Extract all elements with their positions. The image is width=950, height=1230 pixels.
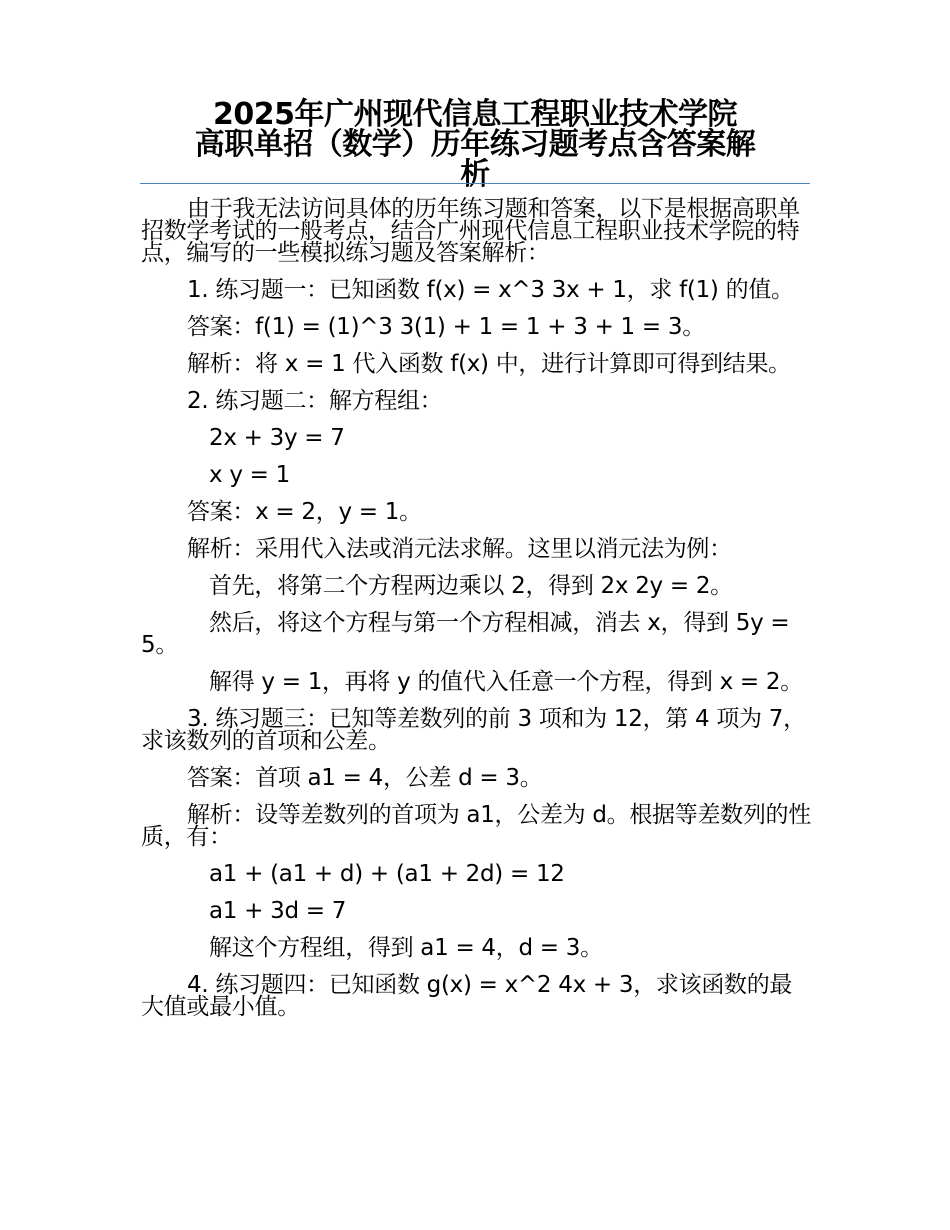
title-divider — [140, 183, 810, 184]
explanation-2: 解析：采用代入法或消元法求解。这里以消元法为例： — [187, 536, 732, 562]
question-2: 2. 练习题二：解方程组： — [187, 388, 443, 414]
explanation-step: 然后，将这个方程与第一个方程相减，消去 x，得到 5y = 5。 — [141, 610, 790, 658]
title-line-1: 2025年广州现代信息工程职业技术学院 — [213, 97, 737, 132]
title-line-3: 析 — [460, 157, 490, 192]
explanation-step: 首先，将第二个方程两边乘以 2，得到 2x 2y = 2。 — [209, 573, 733, 599]
document-body — [141, 198, 813, 1033]
equation-line: 2x + 3y = 7 — [209, 425, 345, 451]
explanation-1: 解析：将 x = 1 代入函数 f(x) 中，进行计算即可得到结果。 — [187, 351, 791, 377]
explanation-3: 解析：设等差数列的首项为 a1，公差为 d。根据等差数列的性质，有： — [141, 802, 811, 850]
answer-3: 答案：首项 a1 = 4，公差 d = 3。 — [187, 765, 543, 791]
title-line-2: 高职单招（数学）历年练习题考点含答案解 — [194, 127, 756, 162]
equation-line: x y = 1 — [209, 462, 290, 488]
explanation-step: 解这个方程组，得到 a1 = 4，d = 3。 — [209, 935, 603, 961]
answer-1: 答案：f(1) = (1)^3 3(1) + 1 = 1 + 3 + 1 = 3。 — [187, 314, 705, 340]
question-4: 4. 练习题四：已知函数 g(x) = x^2 4x + 3，求该函数的最大值或最小值。 — [141, 972, 793, 1020]
question-3: 3. 练习题三：已知等差数列的前 3 项和为 12，第 4 项为 7，求该数列的首项和公差。 — [141, 706, 806, 754]
question-1: 1. 练习题一：已知函数 f(x) = x^3 3x + 1，求 f(1) 的值。 — [187, 277, 794, 303]
answer-2: 答案：x = 2，y = 1。 — [187, 499, 422, 525]
equation-line: a1 + 3d = 7 — [209, 898, 347, 924]
equation-line: a1 + (a1 + d) + (a1 + 2d) = 12 — [209, 861, 565, 887]
explanation-step: 解得 y = 1，再将 y 的值代入任意一个方程，得到 x = 2。 — [209, 669, 803, 695]
intro-paragraph: 由于我无法访问具体的历年练习题和答案，以下是根据高职单招数学考试的一般考点，结合广州现代信息工程职业技术学院的特点，编写的一些模拟练习题及答案解析： — [141, 196, 800, 266]
document-title — [140, 97, 810, 192]
